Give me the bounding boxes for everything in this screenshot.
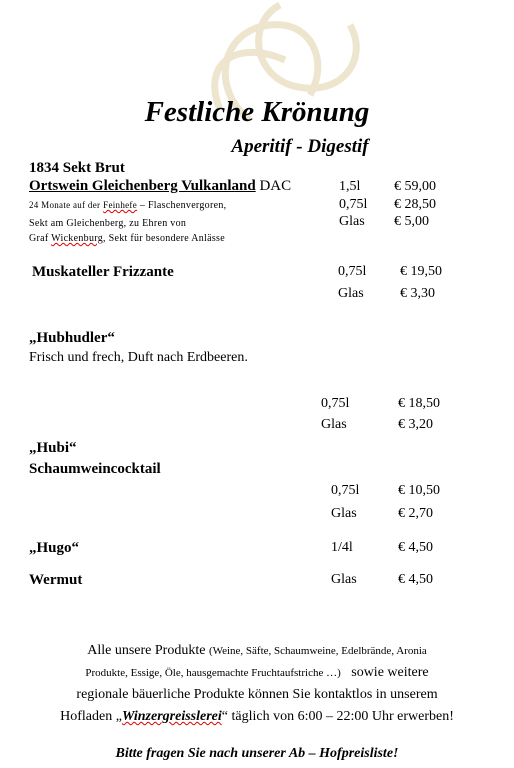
item-name: Wermut (29, 572, 83, 588)
item-price: € 3,30 (400, 286, 435, 301)
footer-line: Hofladen „Winzergreisslerei“ täglich von 6:00 – 22:00 Uhr erwerben! (60, 709, 454, 724)
item-name: „Hubhudler“ (29, 330, 115, 346)
item-subname: Schaumweincocktail (29, 461, 161, 477)
item-price: € 10,50 (398, 483, 440, 498)
item-description-line: Graf Wickenburg, Sekt für besondere Anlässe (29, 233, 225, 244)
item-description-line: 24 Monate auf der Feinhefe – Flaschenvergoren, (29, 200, 227, 211)
item-size: Glas (331, 572, 357, 587)
item-size: 0,75l (339, 197, 368, 212)
item-size: 0,75l (331, 483, 360, 498)
item-name: „Hugo“ (29, 540, 80, 556)
menu-title: Festliche Krönung (144, 96, 370, 128)
item-name: 1834 Sekt Brut (29, 160, 125, 176)
item-price: € 28,50 (394, 197, 436, 212)
item-size: 0,75l (338, 264, 367, 279)
item-price: € 19,50 (400, 264, 442, 279)
item-price: € 18,50 (398, 396, 440, 411)
footer-line: Alle unsere Produkte (Weine, Säfte, Schaumweine, Edelbrände, Aronia (87, 643, 427, 658)
menu-subtitle: Aperitif - Digestif (231, 136, 369, 157)
item-size: 1,5l (339, 179, 361, 194)
item-size: 0,75l (321, 396, 350, 411)
item-description: Frisch und frech, Duft nach Erdbeeren. (29, 350, 248, 365)
item-price: € 4,50 (398, 572, 433, 587)
footer-line: Produkte, Essige, Öle, hausgemachte Fruchtaufstriche …) sowie weitere (85, 665, 429, 680)
footer-line: regionale bäuerliche Produkte können Sie kontaktlos in unserem (76, 687, 438, 702)
item-name: „Hubi“ (29, 440, 77, 456)
item-name: Muskateller Frizzante (32, 264, 174, 280)
closing-note: Bitte fragen Sie nach unserer Ab – Hofpreisliste! (115, 746, 399, 761)
item-size: 1/4l (331, 540, 353, 555)
item-description-line: Sekt am Gleichenberg, zu Ehren von (29, 218, 187, 229)
item-price: € 3,20 (398, 417, 433, 432)
item-size: Glas (338, 286, 364, 301)
item-price: € 4,50 (398, 540, 433, 555)
item-price: € 5,00 (394, 214, 429, 229)
item-size: Glas (321, 417, 347, 432)
item-price: € 2,70 (398, 506, 433, 521)
item-price: € 59,00 (394, 179, 436, 194)
item-subname: Ortswein Gleichenberg Vulkanland DAC (29, 178, 292, 194)
item-size: Glas (339, 214, 365, 229)
item-size: Glas (331, 506, 357, 521)
